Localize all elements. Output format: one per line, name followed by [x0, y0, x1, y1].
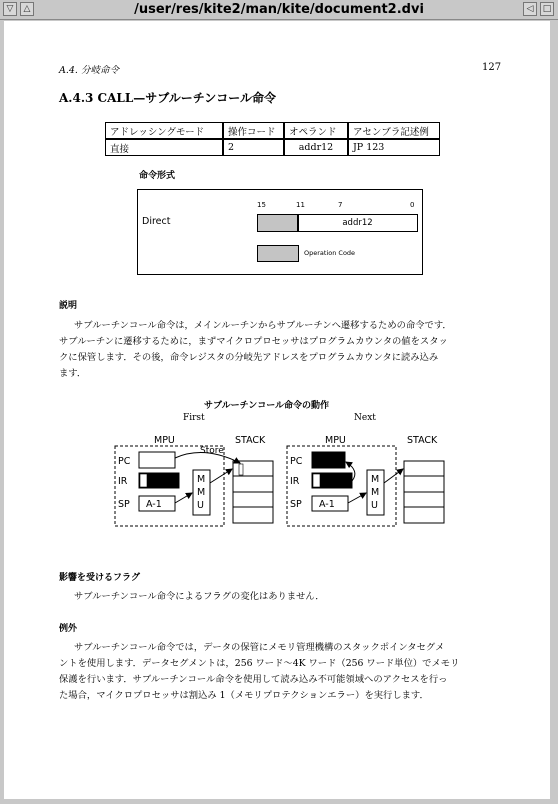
- ir-label: IR: [118, 476, 128, 487]
- flags-heading: 影響を受けるフラグ: [59, 573, 141, 583]
- paragraph-line: 保護を行います．サブルーチンコール命令を使用して読み込み不可能領域へのアクセスを行っ: [59, 674, 448, 685]
- mmu-letter: M: [197, 474, 206, 485]
- mmu-letter: M: [371, 474, 380, 485]
- panel-caption-next: Next: [354, 413, 376, 423]
- diagram-title: サブルーチンコール命令の動作: [204, 401, 330, 411]
- table-header-cell: アドレッシングモード: [105, 122, 223, 139]
- pc-register: [312, 452, 345, 468]
- panel-caption-first: First: [183, 413, 205, 423]
- pc-label: PC: [118, 456, 131, 467]
- paragraph-line: ます．: [59, 368, 87, 379]
- sp-value: A-1: [146, 499, 162, 510]
- maximize-button[interactable]: □: [540, 2, 554, 16]
- bit-label: 7: [338, 201, 343, 209]
- mode-label: Direct: [142, 216, 171, 227]
- table-cell: JP 123: [348, 139, 440, 156]
- sp-label: SP: [118, 499, 130, 510]
- paragraph-line: ントを使用します．データセグメントは，256 ワード～4K ワード（256 ワード単位）でメモリ: [59, 658, 460, 669]
- store-label: Store: [200, 446, 224, 456]
- stack-label: STACK: [235, 435, 266, 446]
- table-cell: addr12: [284, 139, 348, 156]
- ir-label: IR: [290, 476, 300, 487]
- mmu-letter: M: [197, 487, 206, 498]
- paragraph-line: サブルーチンコール命令では，データの保管にメモリ管理機構のスタックポインタセグメ: [74, 642, 445, 653]
- table-cell: 2: [223, 139, 284, 156]
- running-header-section: A.4. 分岐命令: [59, 65, 119, 76]
- shade-button[interactable]: ◁: [523, 2, 537, 16]
- paragraph-line: サブルーチンに遷移するために，まずマイクロプロセッサはプログラムカウンタの値をスタッ: [59, 336, 448, 347]
- mpu-label: MPU: [325, 435, 346, 446]
- flags-text: サブルーチンコール命令によるフラグの変化はありません．: [74, 591, 325, 602]
- stack-label: STACK: [407, 435, 438, 446]
- ir-opcode-part: [313, 474, 320, 487]
- document-page: [4, 21, 550, 799]
- mmu-to-stack-arrow: [210, 469, 232, 483]
- paragraph-line: た場合，マイクロプロセッサは割込み 1（メモリプロテクションエラー）を実行します．: [59, 690, 429, 701]
- format-heading: 命令形式: [139, 171, 176, 181]
- pc-register: [139, 452, 175, 468]
- section-title: A.4.3 CALL—サブルーチンコール命令: [59, 91, 276, 105]
- pc-label: PC: [290, 456, 303, 467]
- exceptions-heading: 例外: [59, 624, 78, 634]
- legend-label: Operation Code: [304, 249, 356, 257]
- window-title: /user/res/kite2/man/kite/document2.dvi: [134, 2, 424, 17]
- bit-label: 11: [296, 201, 305, 209]
- mpu-label: MPU: [154, 435, 175, 446]
- mmu-to-stack-arrow: [384, 469, 403, 483]
- stack-target-slot: [239, 464, 243, 475]
- sp-to-mmu-arrow: [348, 493, 366, 503]
- sp-to-mmu-arrow: [175, 493, 192, 503]
- ir-opcode-part: [140, 474, 147, 487]
- bit-label: 0: [410, 201, 415, 209]
- mmu-letter: M: [371, 487, 380, 498]
- sp-value: A-1: [319, 499, 335, 510]
- minimize-button[interactable]: ▽: [3, 2, 17, 16]
- description-heading: 説明: [59, 301, 78, 311]
- bit-label: 15: [257, 201, 266, 209]
- mmu-letter: U: [371, 500, 378, 511]
- raise-button[interactable]: △: [20, 2, 34, 16]
- table-header-cell: オペランド: [284, 122, 348, 139]
- table-header-cell: 操作コード: [223, 122, 284, 139]
- page-number: 127: [482, 62, 502, 73]
- mmu-letter: U: [197, 500, 204, 511]
- exceptions-paragraph: [59, 640, 459, 704]
- sp-label: SP: [290, 499, 302, 510]
- table-header-cell: アセンブラ記述例: [348, 122, 440, 139]
- paragraph-line: サブルーチンコール命令は，メインルーチンからサブルーチンへ遷移するための命令です．: [74, 320, 452, 331]
- address-field-label: addr12: [342, 218, 373, 228]
- window-titlebar: [0, 0, 558, 20]
- paragraph-line: クに保管します．その後，命令レジスタの分岐先アドレスをプログラムカウンタに読み込み: [59, 352, 439, 363]
- table-cell: 直接: [105, 139, 223, 156]
